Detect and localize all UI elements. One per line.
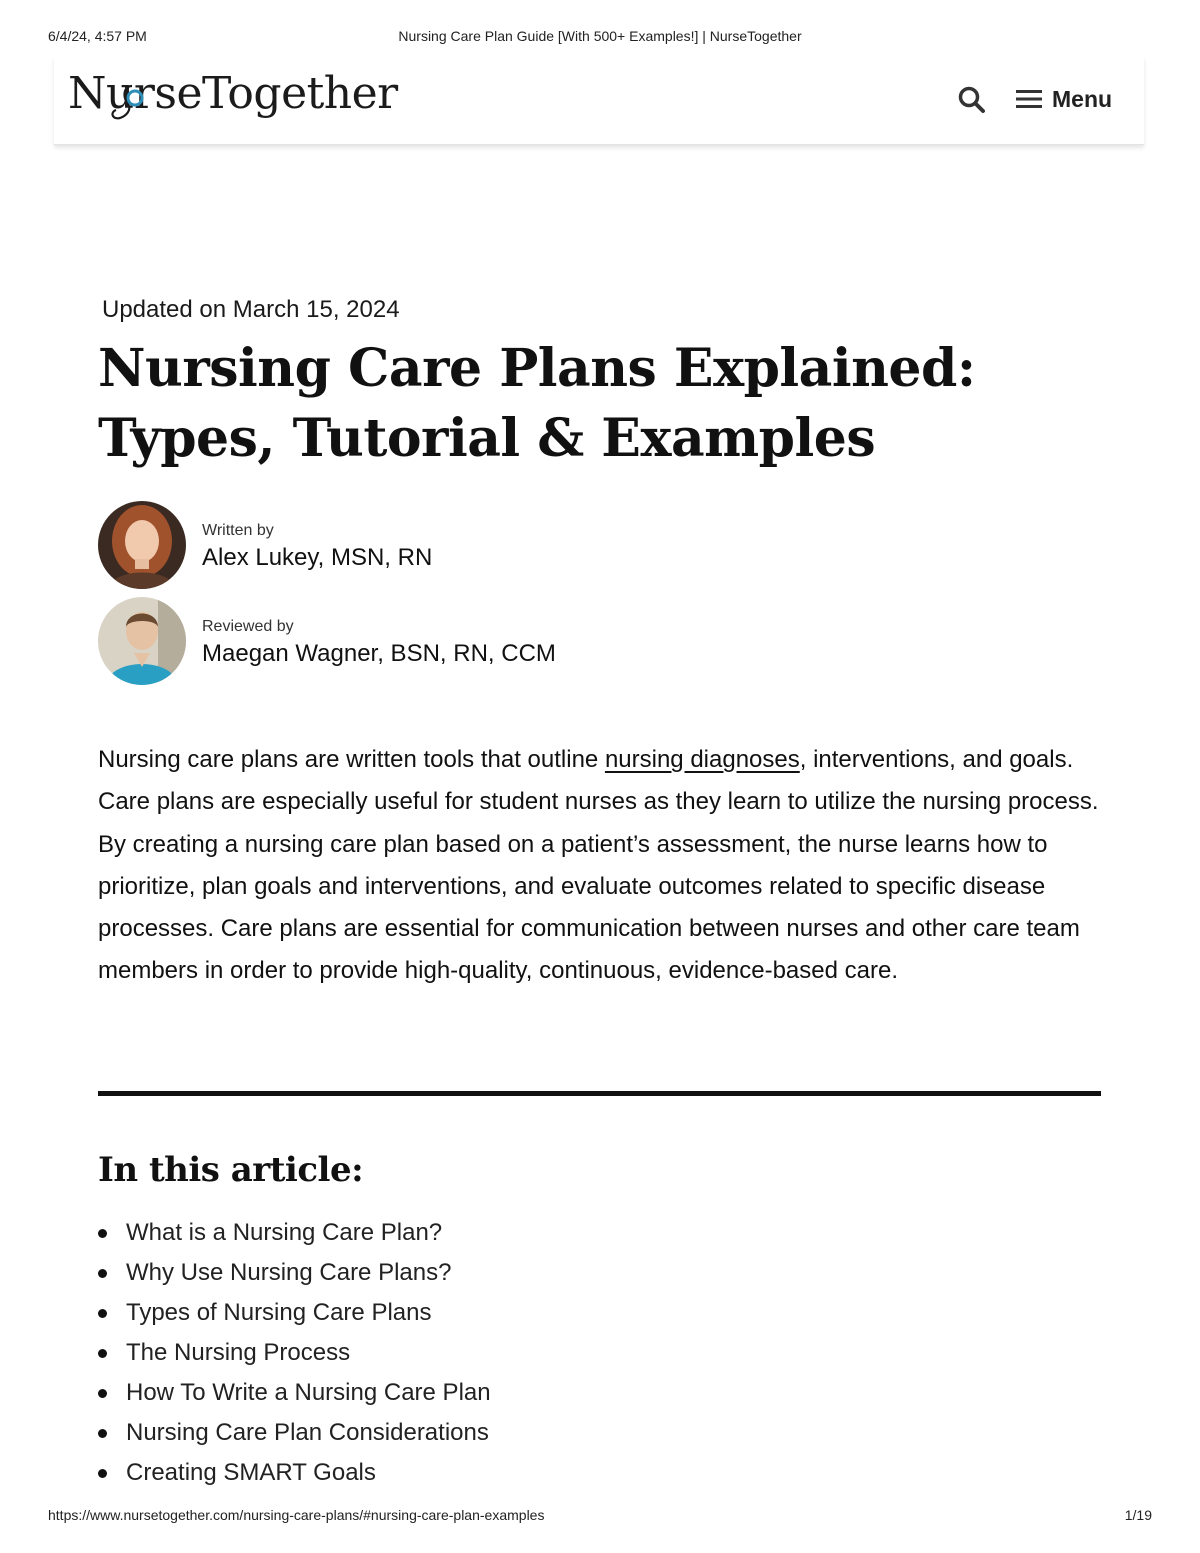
bullet-icon: [98, 1229, 107, 1238]
author-name[interactable]: Alex Lukey, MSN, RN: [202, 544, 433, 571]
author-label: Written by: [202, 522, 274, 539]
page-number: 1/19: [1124, 1507, 1152, 1523]
toc-heading: In this article:: [98, 1150, 364, 1190]
bullet-icon: [98, 1429, 107, 1438]
stethoscope-icon: [102, 74, 162, 130]
toc-item[interactable]: [98, 1213, 491, 1253]
bullet-icon: [98, 1269, 107, 1278]
page-title-line-2: Types, Tutorial & Examples: [98, 408, 876, 469]
print-url: https://www.nursetogether.com/nursing-care-plans/#nursing-care-plan-examples: [48, 1507, 545, 1523]
print-document-title: Nursing Care Plan Guide [With 500+ Examples!] | NurseTogether: [398, 28, 802, 44]
toc-item[interactable]: [98, 1373, 491, 1413]
updated-date: Updated on March 15, 2024: [102, 296, 400, 323]
logo-text: NurseTogether: [68, 68, 398, 119]
print-header: [48, 28, 1152, 48]
site-header: [54, 56, 1144, 145]
toc-item-label: Types of Nursing Care Plans: [126, 1299, 432, 1326]
reviewer-photo: [98, 597, 186, 685]
author-avatar[interactable]: [98, 501, 186, 589]
nursing-diagnoses-link[interactable]: nursing diagnoses: [604, 746, 800, 773]
toc-item[interactable]: [98, 1253, 491, 1293]
menu-button[interactable]: [1016, 82, 1126, 116]
table-of-contents: [98, 1213, 491, 1493]
intro-paragraph: [98, 739, 1108, 993]
bullet-icon: [98, 1469, 107, 1478]
toc-item[interactable]: [98, 1453, 491, 1493]
toc-item[interactable]: [98, 1333, 491, 1373]
toc-item-label: The Nursing Process: [126, 1339, 351, 1366]
page-title-line-1: Nursing Care Plans Explained:: [98, 338, 976, 399]
section-divider: [98, 1091, 1101, 1096]
hamburger-menu-icon: [1016, 88, 1042, 110]
toc-item[interactable]: [98, 1413, 491, 1453]
toc-item-label: Why Use Nursing Care Plans?: [126, 1259, 452, 1286]
intro-text-end: , interventions, and goals. Care plans are especially useful for student nurses as they learn to utilize the nursing process. By creating a nursing care plan based on a patient’s assessment, the nurse learns how to prioritize, plan goals and interventions, and evaluate outcomes related to specific disease processes. Care plans are essential for communication between nurses and other care team members in order to provide high-quality, continuous, evidence-based care.: [98, 746, 1099, 985]
reviewer-avatar[interactable]: [98, 597, 186, 685]
toc-item-label: How To Write a Nursing Care Plan: [126, 1379, 491, 1406]
bullet-icon: [98, 1389, 107, 1398]
bullet-icon: [98, 1309, 107, 1318]
toc-item-label: Creating SMART Goals: [126, 1459, 376, 1486]
toc-item-label: Nursing Care Plan Considerations: [126, 1419, 489, 1446]
author-photo: [98, 501, 186, 589]
site-logo[interactable]: [68, 64, 408, 134]
print-datetime: 6/4/24, 4:57 PM: [48, 28, 147, 44]
toc-item-label: What is a Nursing Care Plan?: [126, 1219, 443, 1246]
reviewer-label: Reviewed by: [202, 618, 294, 635]
search-icon: [956, 84, 988, 116]
page-title: [98, 334, 1078, 474]
bullet-icon: [98, 1349, 107, 1358]
toc-item[interactable]: [98, 1293, 491, 1333]
intro-text-start: Nursing care plans are written tools that outline: [98, 746, 605, 773]
menu-label: Menu: [1052, 85, 1113, 112]
print-footer: [48, 1507, 1152, 1527]
reviewer-name[interactable]: Maegan Wagner, BSN, RN, CCM: [202, 640, 556, 667]
search-button[interactable]: [956, 84, 988, 116]
